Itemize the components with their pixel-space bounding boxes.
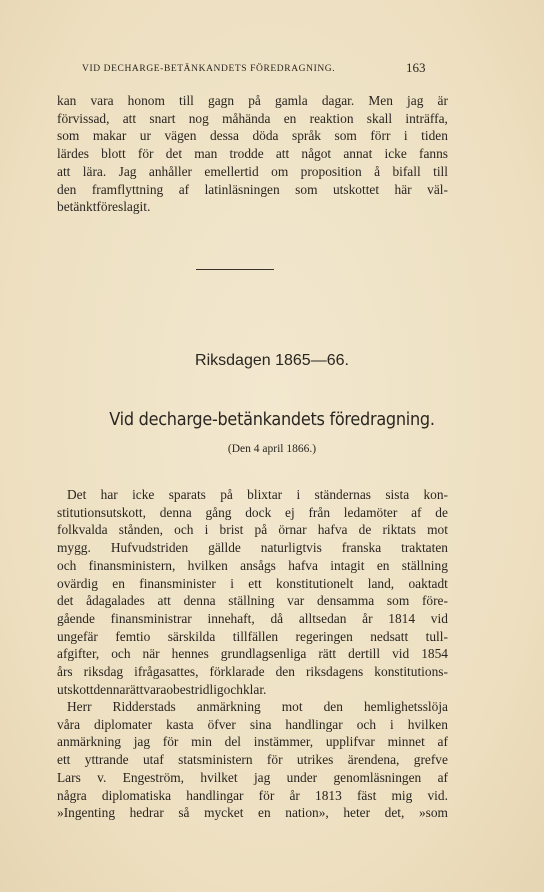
section-heading: Riksdagen 1865—66. — [195, 352, 349, 369]
text-line: förvissad, att snart nog måhända en reaktion skall inträffa, — [57, 110, 448, 126]
dateline: (Den 4 april 1866.) — [227, 443, 317, 455]
text-line: folkvalda stånden, och i brist på örnar hafva de riktats mot — [57, 522, 448, 538]
text-line: den framflyttning af latinläsningen som utskottet här väl- — [57, 181, 448, 197]
text-line: Det har icke sparats på blixtar i ständernas sista kon- — [67, 487, 448, 502]
text-line: gående finansministrar innehaft, då alltsedan år 1814 vid — [57, 610, 448, 626]
text-line: afgifter, och när hennes grundlagsenliga rätt dertill vid 1854 — [57, 646, 448, 662]
section-divider — [196, 269, 274, 270]
text-line: att lära. Jag anhåller emellertid om proposition å bifall till — [57, 163, 448, 179]
text-line: lärdes blott för det man trodde att något annat icke fanns — [57, 146, 448, 162]
text-line: betänkt föreslagit. — [57, 199, 151, 215]
text-line: Lars v. Engeström, hvilket jag under genomläsningen af — [57, 769, 448, 785]
text-line: några diplomatiska handlingar för år 1813 fäst mig vid. — [57, 787, 448, 803]
page-number: 163 — [406, 60, 426, 75]
text-line: stitutionsutskott, denna gång dock ej från ledamöter af de — [57, 504, 448, 520]
text-line: och finansministern, hvilken ansågs hafva intagit en ställning — [57, 557, 448, 573]
continuation-paragraph — [57, 92, 448, 216]
body-paragraph-1 — [57, 486, 448, 698]
article-title: Vid decharge-betänkandets föredragning. — [109, 410, 435, 430]
body-paragraph-2 — [57, 698, 448, 822]
text-line: »Ingenting hedrar så mycket en nation», heter det, »som — [57, 805, 448, 821]
running-head: VID DECHARGE-BETÄNKANDETS FÖREDRAGNING. — [82, 64, 336, 74]
text-line: mygg. Hufvudstriden gällde naturligtvis franska traktaten — [57, 540, 448, 556]
text-line: ett yttrande utaf statsministern för utrikes ärendena, grefve — [57, 752, 448, 768]
text-line: Herr Ridderstads anmärkning mot den hemlighetsslöja — [67, 699, 448, 714]
text-line: ovärdig en finansminister i ett konstitutionelt land, oaktadt — [57, 575, 448, 591]
text-line: det ådagalades att denna ställning var densamma som före- — [57, 593, 448, 609]
text-line: utskott denna rätt vara obestridlig och klar. — [57, 681, 267, 697]
text-line: som makar ur vägen dessa döda språk som förr i tiden — [57, 128, 448, 144]
text-line: ungefär femtio särskilda tillfällen regeringen nedsatt tull- — [57, 628, 448, 644]
text-line: våra diplomater kasta öfver sina handlingar och i hvilken — [57, 716, 448, 732]
text-line: års riksdag ifrågasattes, förklarade den riksdagens konstitutions- — [57, 664, 448, 680]
text-line: anmärkning jag för min del instämmer, upplifvar minnet af — [57, 734, 448, 750]
text-line: kan vara honom till gagn på gamla dagar. Men jag är — [57, 93, 448, 108]
